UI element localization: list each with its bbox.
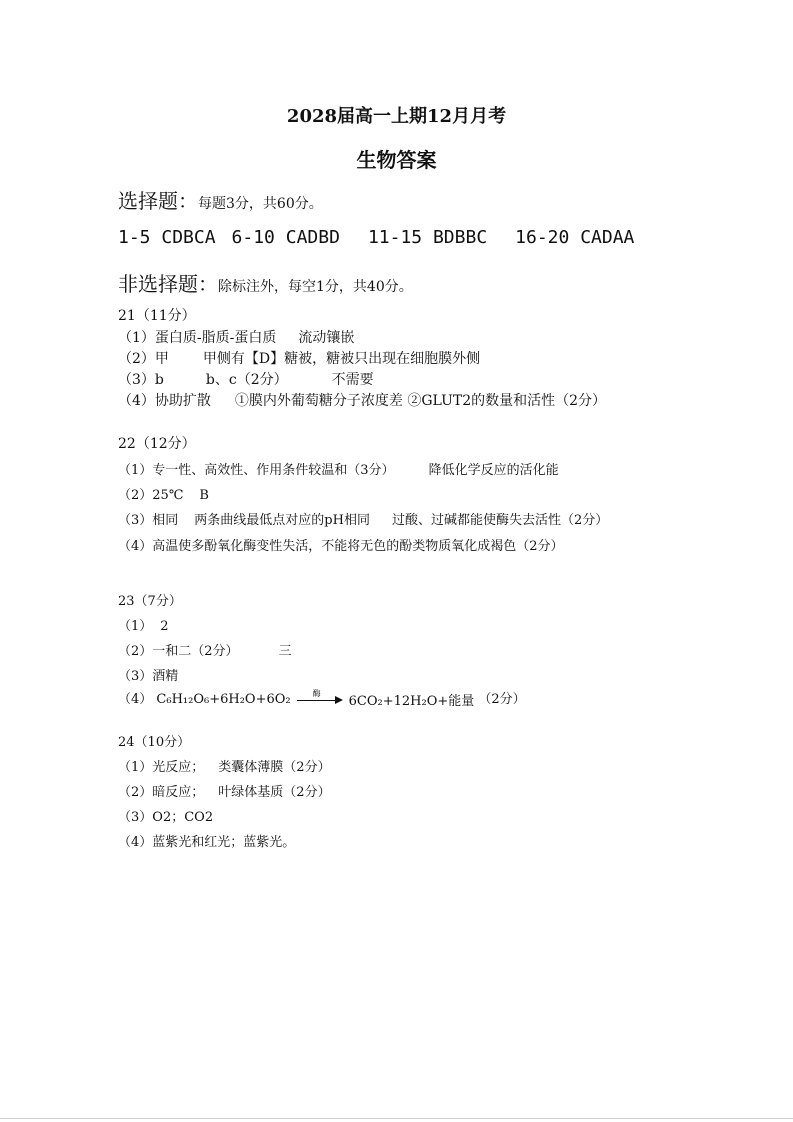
answer-text: O2；CO2 [152,810,214,825]
answer-text: 甲侧有【D】糖被，糖被只出现在细胞膜外侧 [202,351,481,367]
choice-heading: 选择题： [118,189,198,213]
answer-text: ①膜内外葡萄糖分子浓度差 [234,393,403,409]
page-subtitle: 生物答案 [356,148,437,172]
nonchoice-note: 除标注外，每空1分，共40分。 [218,279,413,295]
answer-text: B [199,488,209,503]
q23-header: 23（7分） [118,594,182,609]
item-index: （1） [118,330,155,346]
answer-range: 1-5 [118,227,151,248]
choice-section-heading-row [118,185,323,214]
answer-range: 16-20 [515,227,570,248]
choice-note: 每题3分，共60分。 [198,196,323,212]
answer-text: 蛋白质-脂质-蛋白质 [154,330,277,346]
respiration-equation [156,690,474,709]
answer-letters: CDBCA [161,227,216,248]
item-index: （2） [118,488,153,503]
answer-text: 高温使多酚氧化酶变性失活，不能将无色的酚类物质氧化成褐色（2分） [152,539,564,554]
q22-line-2 [118,484,209,503]
item-index: （3） [118,669,153,684]
answer-text: 协助扩散 [154,393,211,409]
equation-products: 6CO₂+12H₂O+能量 [348,694,475,709]
answer-text: b [154,372,164,388]
item-index: （3） [118,810,153,825]
q22-header: 22（12分） [118,436,196,452]
q24-line-4 [118,831,295,850]
answer-text: 叶绿体基质（2分） [218,785,331,800]
q22-line-3 [118,509,608,528]
q21-line-1 [118,327,354,347]
q21-line-2 [118,348,480,368]
item-index: （1） [118,463,153,478]
answer-text: 酒精 [152,669,179,684]
answer-text: 降低化学反应的活化能 [428,463,559,478]
page-title: 2028届高一上期12月月考 [286,106,507,127]
answer-range: 6-10 [231,227,275,248]
answer-letters: CADBD [285,227,340,248]
q24-line-3 [118,806,213,825]
q23-line-1 [118,615,169,634]
reaction-arrow [297,688,343,706]
answer-text: b、c（2分） [205,372,288,388]
item-index: （1） [118,619,153,634]
item-index: （2） [118,644,153,659]
item-index: （4） [118,393,155,409]
answer-text: 专一性、高效性、作用条件较温和（3分） [152,463,395,478]
answer-text: 不需要 [331,372,374,388]
q24-line-2 [118,781,331,800]
q23-line-3 [118,665,178,684]
q22-line-4 [118,535,564,554]
answer-range: 11-15 [367,227,423,248]
answer-text: 2 [160,619,169,634]
item-index: （4） [118,835,153,850]
answer-text: ②GLUT2的数量和活性（2分） [407,393,607,409]
answer-text: 暗反应； [152,785,205,800]
q24-line-1 [118,756,331,775]
answer-text: 两条曲线最低点对应的pH相同 [194,513,370,528]
answer-text: 光反应； [152,760,205,775]
item-index: （4） [118,539,153,554]
q24-header: 24（10分） [118,735,191,750]
answer-text: 一和二（2分） [152,644,239,659]
q23-line-4 [118,688,526,709]
q22-line-1 [118,459,559,478]
answer-letters: BDBBC [432,227,488,248]
item-index: （1） [118,760,153,775]
answer-text: 25℃ [152,488,184,503]
item-index: （4） [118,692,153,707]
q21-line-4 [118,390,606,410]
nonchoice-heading: 非选择题： [118,272,218,296]
answer-letters: CADAA [580,227,635,248]
enzyme-label: 酶 [312,688,321,698]
answer-text: 甲 [154,351,169,367]
equation-reactants: C₆H₁₂O₆+6H₂O+6O₂ [156,692,291,707]
answer-text: 过酸、过碱都能使酶失去活性（2分） [391,513,609,528]
answer-text: 三 [278,644,292,659]
q21-header: 21（11分） [118,308,196,324]
item-index: （3） [118,372,155,388]
answer-text: 蓝紫光和红光；蓝紫光。 [152,835,296,850]
item-index: （3） [118,513,153,528]
page-bottom-rule [0,1118,793,1119]
answer-text: 类囊体薄膜（2分） [218,760,331,775]
nonchoice-heading-row [118,268,413,297]
choice-answers-row [118,227,634,248]
answer-text: 流动镶嵌 [298,330,355,346]
q23-line-2 [118,640,292,659]
item-index: （2） [118,785,153,800]
item-index: （2） [118,351,155,367]
q21-line-3 [118,369,374,389]
score-note: （2分） [478,692,526,707]
answer-text: 相同 [152,513,179,528]
